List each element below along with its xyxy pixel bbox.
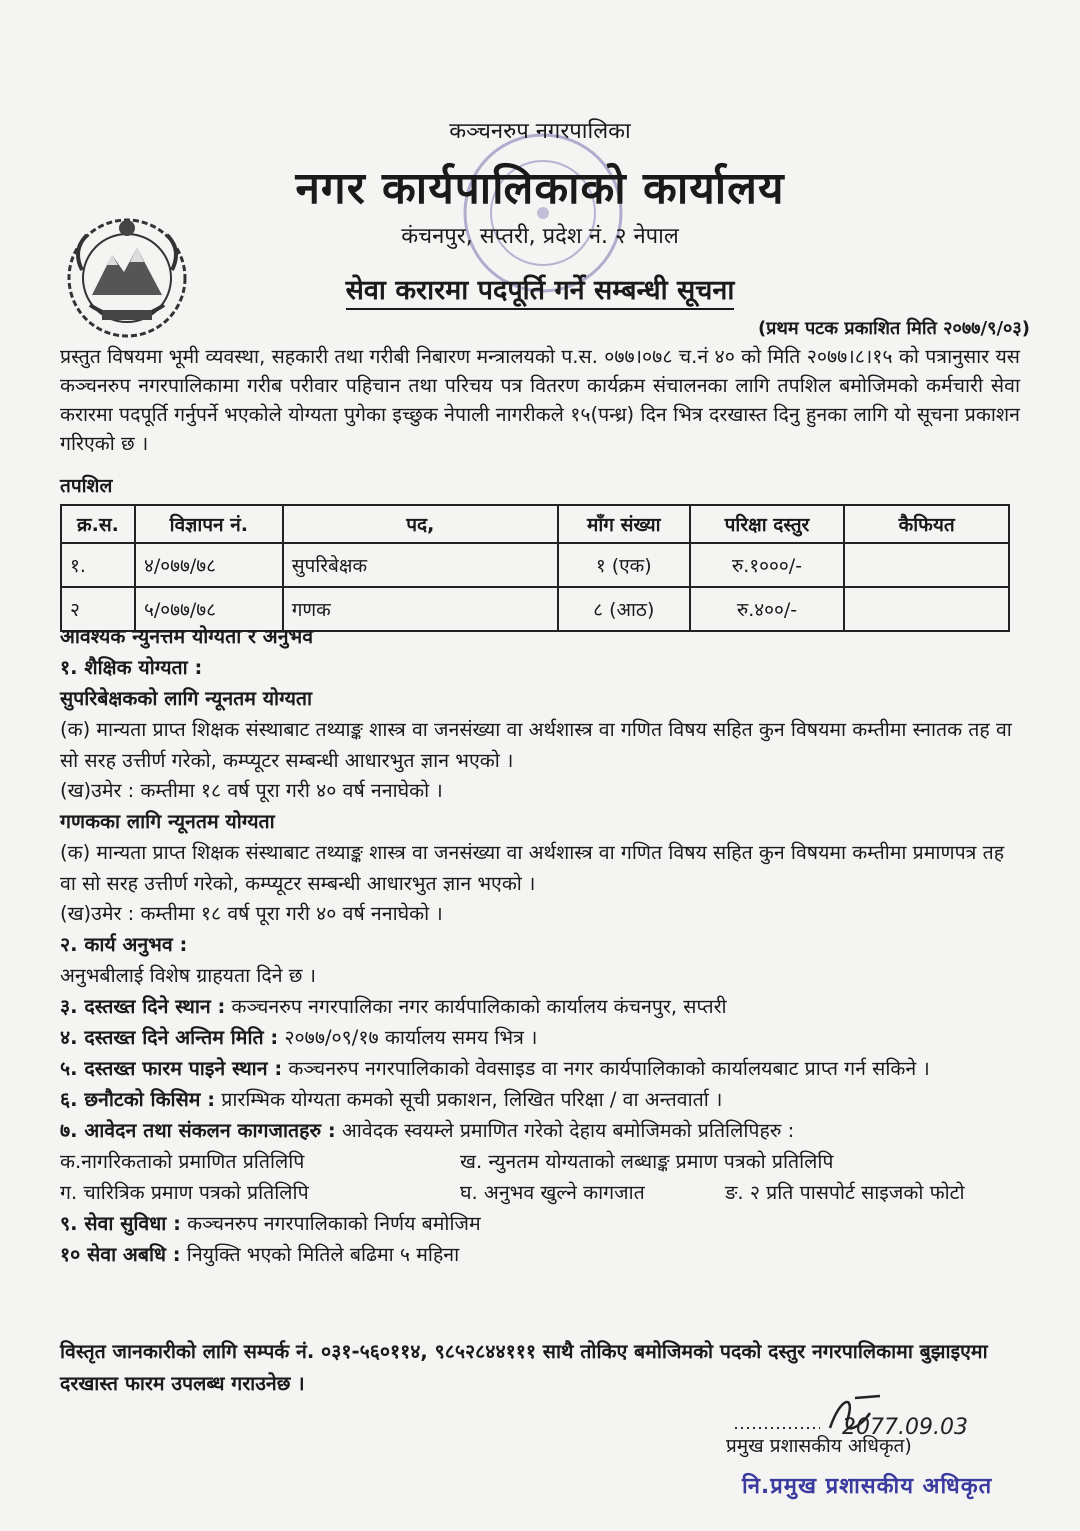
col-header-demand: माँग संख्या <box>558 505 690 543</box>
officer-name-stamp: नि.प्रमुख प्रशासकीय अधिकृत <box>742 1474 993 1499</box>
published-date: (प्रथम पटक प्रकाशित मिति २०७७/९/०३) <box>757 318 1030 339</box>
table-row <box>61 543 1009 587</box>
item-text: कञ्चनरुप नगरपालिकाको वेवसाइड वा नगर कार्यपालिकाको कार्यालयबाट प्राप्त गर्न सकिने । <box>282 1057 930 1080</box>
cell-fee: रु.४००/- <box>690 587 845 631</box>
requirements-heading: आवश्यक न्युनत्तम योग्यता र अनुभव <box>60 625 314 648</box>
item-label: ५. दस्तख्त फारम पाइने स्थान : <box>60 1057 283 1080</box>
form-source <box>60 1054 1025 1085</box>
intro-paragraph: प्रस्तुत विषयमा भूमी व्यवस्था, सहकारी तथा गरीबी निबारण मन्त्रालयको प.स. ०७७।०७८ च.नं ४० को मिति २०७७।८।१५ को पत्रानुसार यस कञ्चनरुप नगरपालिकामा गरीब परीवार पहिचान तथा परिचय पत्र वितरण कार्यक्रम संचालनका लागि तपशिल बमोजिमको कर्मचारी सेवा करारमा पदपूर्ति गर्नुपर्ने भएकोले योग्यता पुगेका इच्छुक नेपाली नागरीकले १५(पन्ध्र) दिन भित्र दरखास्त दिनु हुनका लागि यो सूचना प्रकाशन गरिएको छ । <box>60 345 1020 455</box>
education-heading: १. शैक्षिक योग्यता : <box>60 656 203 679</box>
cell-remarks <box>844 543 1009 587</box>
col-header-post: पद, <box>283 505 558 543</box>
signatory-title: प्रमुख प्रशासकीय अधिकृत) <box>726 1435 912 1457</box>
item-label: ७. आवेदन तथा संकलन कागजातहरु : <box>60 1118 336 1142</box>
documents-row-1 <box>60 1147 1025 1178</box>
experience-heading: २. कार्य अनुभव : <box>60 933 188 956</box>
item-label: ६. छनौटको किसिम : <box>60 1087 216 1111</box>
application-documents <box>60 1116 1025 1147</box>
cell-sn: १. <box>61 543 135 587</box>
doc-marksheet: ख. न्युनतम योग्यताको लब्धाङ्क प्रमाण पत्रको प्रतिलिपि <box>460 1149 834 1173</box>
doc-character: ग. चारित्रिक प्रमाण पत्रको प्रतिलिपि <box>60 1180 309 1204</box>
item-text: कञ्चनरुप नगरपालिकाको निर्णय बमोजिम <box>180 1211 481 1235</box>
signing-deadline <box>60 1023 1025 1054</box>
supervisor-age: (ख)उमेर : कम्तीमा १८ वर्ष पूरा गरी ४० वर्ष ननाघेको । <box>60 779 443 802</box>
item-text: नियुक्ति भएको मितिले बढिमा ५ महिना <box>180 1242 460 1266</box>
cell-demand: १ (एक) <box>558 543 690 587</box>
supervisor-qualification: (क) मान्यता प्राप्त शिक्षक संस्थाबाट तथ्याङ्क शास्त्र वा जनसंख्या वा अर्थशास्त्र वा गणित विषय सहित कुन विषयमा कम्तीमा स्नातक तह वा सो सरह उत्तीर्ण गरेको, कम्प्यूटर सम्बन्धी आधारभुत ज्ञान भएको । <box>60 718 1012 772</box>
item-label: ३. दस्तख्त दिने स्थान : <box>60 995 226 1018</box>
cell-demand: ८ (आठ) <box>558 587 690 631</box>
office-address: कंचनपुर, सप्तरी, प्रदेश नं. २ नेपाल <box>401 224 679 249</box>
item-text: आवेदक स्वयम्ले प्रमाणित गरेको देहाय बमोजिमको प्रतिलिपिहरु : <box>335 1118 795 1142</box>
item-label: ४. दस्तख्त दिने अन्तिम मिति : <box>60 1026 279 1049</box>
schedule-label: तपशिल <box>60 475 113 497</box>
col-header-ad-no: विज्ञापन नं. <box>135 505 283 543</box>
cell-ad-no: ५/०७७/७८ <box>135 587 283 631</box>
documents-row-2 <box>60 1178 1025 1209</box>
item-text: २०७७/०९/१७ कार्यालय समय भित्र । <box>278 1026 538 1049</box>
cell-post: सुपरिबेक्षक <box>283 543 558 587</box>
vacancy-table <box>60 504 1010 632</box>
notice-title-text: सेवा करारमा पदपूर्ति गर्ने सम्बन्धी सूचना <box>346 275 735 310</box>
item-text: कञ्चनरुप नगरपालिका नगर कार्यपालिकाको कार्यालय कंचनपुर, सप्तरी <box>225 995 727 1018</box>
col-header-fee: परिक्षा दस्तुर <box>690 505 845 543</box>
item-label: १० सेवा अबधि : <box>60 1242 181 1266</box>
item-text: प्रारम्भिक योग्यता कमको सूची प्रकाशन, लिखित परिक्षा / वा अन्तवार्ता । <box>215 1087 723 1111</box>
enumerator-heading: गणकका लागि न्यूनतम योग्यता <box>60 810 275 833</box>
table-header-row <box>61 505 1009 543</box>
item-label: ९. सेवा सुविधा : <box>60 1211 181 1235</box>
contact-paragraph: विस्तृत जानकारीको लागि सम्पर्क नं. ०३१-५६०११४, ९८५२८४४१११ साथै तोकिए बमोजिमको पदको दस्तुर नगरपालिकामा बुझाइएमा दरखास्त फारम उपलब्ध गराउनेछ । <box>60 1340 988 1395</box>
cell-sn: २ <box>61 587 135 631</box>
office-title: नगर कार्यपालिकाको कार्यालय <box>295 163 785 214</box>
enumerator-qualification: (क) मान्यता प्राप्त शिक्षक संस्थाबाट तथ्याङ्क शास्त्र वा जनसंख्या वा अर्थशास्त्र वा गणित विषय सहित कुन विषयमा कम्तीमा प्रमाणपत्र तह वा सो सरह उत्तीर्ण गरेको, कम्प्यूटर सम्बन्धी आधारभुत ज्ञान भएको । <box>60 841 1005 895</box>
enumerator-age: (ख)उमेर : कम्तीमा १८ वर्ष पूरा गरी ४० वर्ष ननाघेको । <box>60 902 443 925</box>
cell-ad-no: ४/०७७/७८ <box>135 543 283 587</box>
notice-title <box>0 270 1080 307</box>
cell-fee: रु.१०००/- <box>690 543 845 587</box>
municipality-name: कञ्चनरुप नगरपालिका <box>449 119 631 144</box>
doc-photo: ङ. २ प्रति पासपोर्ट साइजको फोटो <box>725 1180 965 1204</box>
service-facility <box>60 1209 1025 1240</box>
doc-citizenship: क.नागरिकताको प्रमाणित प्रतिलिपि <box>60 1149 305 1173</box>
col-header-sn: क्र.स. <box>61 505 135 543</box>
experience-text: अनुभबीलाई विशेष ग्राहयता दिने छ । <box>60 964 317 987</box>
service-duration <box>60 1240 1025 1271</box>
supervisor-heading: सुपरिबेक्षकको लागि न्यूनतम योग्यता <box>60 687 313 710</box>
cell-post: गणक <box>283 587 558 631</box>
doc-experience: घ. अनुभव खुल्ने कागजात <box>460 1180 645 1204</box>
signature-date-text: 2077.09.03 <box>842 1415 968 1440</box>
signing-place <box>60 992 1025 1023</box>
requirements-section <box>60 622 1025 1271</box>
col-header-remarks: कैफियत <box>844 505 1009 543</box>
selection-type <box>60 1085 1025 1116</box>
